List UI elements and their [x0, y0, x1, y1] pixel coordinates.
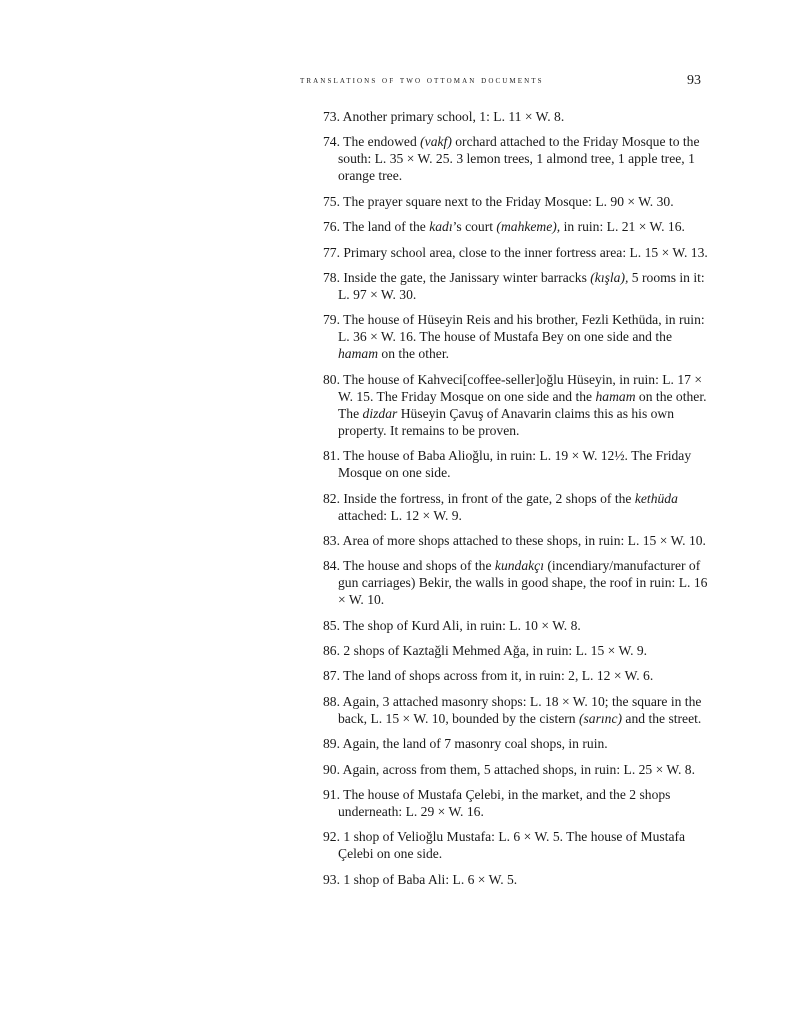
list-item: 76. The land of the kadı’s court (mahkeme), in ruin: L. 21 × W. 16.: [323, 219, 685, 235]
running-title: translations of two ottoman documents: [300, 75, 544, 86]
list-item: 78. Inside the gate, the Janissary winter barracks (kışla), 5 rooms in it: L. 97 × W. 30.: [323, 269, 705, 302]
list-item: 77. Primary school area, close to the inner fortress area: L. 15 × W. 13.: [323, 244, 708, 260]
list-item: 87. The land of shops across from it, in ruin: 2, L. 12 × W. 6.: [323, 668, 654, 684]
list-item: 79. The house of Hüseyin Reis and his brother, Fezli Kethüda, in ruin: L. 36 × W. 16. The house of Mustafa Bey on one side and the hamam on the other.: [323, 312, 705, 362]
list-item: 75. The prayer square next to the Friday Mosque: L. 90 × W. 30.: [323, 193, 674, 209]
list-item: 90. Again, across from them, 5 attached shops, in ruin: L. 25 × W. 8.: [323, 761, 696, 777]
list-item: 93. 1 shop of Baba Ali: L. 6 × W. 5.: [323, 871, 518, 887]
list-item: 83. Area of more shops attached to these shops, in ruin: L. 15 × W. 10.: [323, 532, 706, 548]
list-item: 91. The house of Mustafa Çelebi, in the market, and the 2 shops underneath: L. 29 × W. 16.: [323, 787, 671, 820]
inventory-list: [323, 108, 713, 896]
list-item: 81. The house of Baba Alioğlu, in ruin: L. 19 × W. 12½. The Friday Mosque on one side.: [323, 448, 692, 481]
list-item: 88. Again, 3 attached masonry shops: L. 18 × W. 10; the square in the back, L. 15 × W. 10, bounded by the cistern (sarınc) and the street.: [323, 693, 702, 726]
list-item: 92. 1 shop of Velioğlu Mustafa: L. 6 × W. 5. The house of Mustafa Çelebi on one side.: [323, 829, 686, 862]
list-item: 84. The house and shops of the kundakçı (incendiary/manufacturer of gun carriages) Bekir, the walls in good shape, the roof in ruin: L. 16 × W. 10.: [323, 558, 708, 608]
list-item: 80. The house of Kahveci[coffee-seller]oğlu Hüseyin, in ruin: L. 17 × W. 15. The Friday Mosque on one side and the hamam on the other. The dizdar Hüseyin Çavuş of Anavarin claims this as his own property. It remains to be proven.: [323, 371, 707, 438]
list-item: 74. The endowed (vakf) orchard attached to the Friday Mosque to the south: L. 35 × W. 25. 3 lemon trees, 1 almond tree, 1 apple tree, 1 orange tree.: [323, 134, 700, 184]
list-item: 85. The shop of Kurd Ali, in ruin: L. 10 × W. 8.: [323, 617, 581, 633]
list-item: 82. Inside the fortress, in front of the gate, 2 shops of the kethüda attached: L. 12 × W. 9.: [323, 490, 678, 523]
running-head: [0, 73, 792, 93]
list-item: 86. 2 shops of Kaztağli Mehmed Ağa, in ruin: L. 15 × W. 9.: [323, 643, 648, 659]
list-item: 89. Again, the land of 7 masonry coal shops, in ruin.: [323, 736, 608, 752]
page-number: 93: [687, 73, 701, 88]
list-item: 73. Another primary school, 1: L. 11 × W. 8.: [323, 109, 565, 124]
